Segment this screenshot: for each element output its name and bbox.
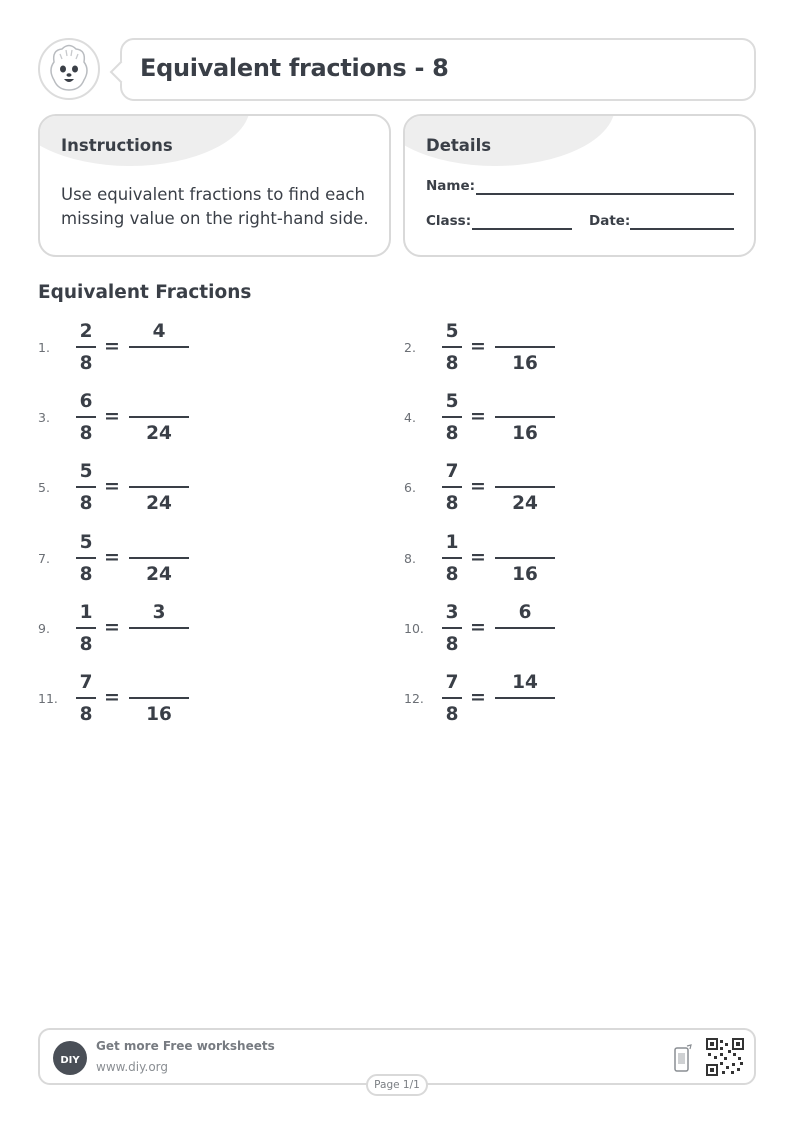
instructions-heading: Instructions bbox=[61, 136, 173, 155]
qr-code-icon[interactable] bbox=[706, 1038, 744, 1076]
given-numerator: 5 bbox=[79, 461, 93, 483]
answer-fraction[interactable] bbox=[129, 390, 189, 446]
page-title: Equivalent fractions - 8 bbox=[140, 54, 449, 82]
answer-fraction[interactable] bbox=[495, 601, 555, 657]
answer-fraction[interactable] bbox=[495, 531, 555, 587]
equals-sign: = bbox=[104, 615, 120, 638]
given-denominator: 8 bbox=[445, 353, 459, 374]
given-fraction bbox=[442, 320, 462, 376]
problem-10 bbox=[404, 601, 624, 663]
answer-numerator[interactable] bbox=[129, 671, 189, 695]
answer-denominator[interactable]: 24 bbox=[512, 493, 538, 515]
problem-number: 3. bbox=[38, 410, 50, 426]
equals-sign: = bbox=[470, 405, 486, 428]
problem-number: 11. bbox=[38, 691, 58, 706]
problem-6 bbox=[404, 460, 624, 522]
equals-sign: = bbox=[104, 686, 120, 708]
fraction-bar bbox=[495, 697, 555, 699]
fraction-bar bbox=[442, 697, 462, 699]
given-numerator: 6 bbox=[79, 391, 93, 413]
problem-11 bbox=[38, 671, 258, 733]
fraction-bar bbox=[442, 416, 462, 418]
answer-fraction[interactable] bbox=[495, 671, 555, 727]
given-numerator: 7 bbox=[445, 461, 459, 483]
fraction-bar bbox=[442, 627, 462, 629]
date-field[interactable] bbox=[630, 228, 734, 230]
equals-sign: = bbox=[470, 475, 486, 498]
given-numerator: 5 bbox=[445, 321, 459, 342]
page-indicator: Page 1/1 bbox=[366, 1074, 428, 1096]
given-denominator: 8 bbox=[445, 704, 459, 725]
given-fraction bbox=[442, 671, 462, 727]
details-panel bbox=[403, 114, 756, 257]
given-numerator: 3 bbox=[445, 601, 459, 623]
answer-numerator[interactable]: 14 bbox=[512, 672, 538, 693]
fraction-bar bbox=[442, 346, 462, 348]
instructions-panel bbox=[38, 114, 391, 257]
fraction-bar bbox=[495, 346, 555, 348]
equals-sign: = bbox=[104, 405, 120, 428]
fraction-bar bbox=[442, 557, 462, 559]
answer-denominator[interactable]: 16 bbox=[512, 563, 538, 585]
date-label: Date: bbox=[589, 213, 631, 229]
title-box bbox=[120, 38, 756, 101]
answer-fraction[interactable] bbox=[129, 601, 189, 657]
fraction-bar bbox=[76, 627, 96, 629]
answer-numerator[interactable] bbox=[129, 460, 189, 484]
equals-sign: = bbox=[104, 335, 120, 357]
footer-title: Get more Free worksheets bbox=[96, 1039, 275, 1053]
given-fraction bbox=[442, 531, 462, 587]
fraction-bar bbox=[76, 346, 96, 348]
answer-denominator[interactable]: 16 bbox=[512, 353, 538, 374]
answer-fraction[interactable] bbox=[495, 390, 555, 446]
given-numerator: 7 bbox=[79, 672, 93, 693]
answer-numerator[interactable] bbox=[495, 390, 555, 414]
problem-12 bbox=[404, 671, 624, 733]
fraction-bar bbox=[76, 416, 96, 418]
equals-sign: = bbox=[104, 545, 120, 568]
answer-denominator[interactable]: 24 bbox=[146, 423, 172, 445]
phone-scan-icon bbox=[674, 1044, 692, 1072]
equals-sign: = bbox=[104, 475, 120, 498]
answer-denominator[interactable]: 16 bbox=[146, 704, 172, 725]
given-fraction bbox=[76, 531, 96, 587]
answer-fraction[interactable] bbox=[495, 320, 555, 376]
section-title: Equivalent Fractions bbox=[38, 282, 252, 303]
given-denominator: 8 bbox=[79, 633, 93, 655]
footer-url[interactable]: www.diy.org bbox=[96, 1060, 168, 1074]
given-denominator: 8 bbox=[445, 563, 459, 585]
fraction-bar bbox=[129, 697, 189, 699]
answer-numerator[interactable] bbox=[495, 531, 555, 555]
problem-number: 5. bbox=[38, 480, 50, 496]
problem-9 bbox=[38, 601, 258, 663]
fraction-bar bbox=[129, 557, 189, 559]
equals-sign: = bbox=[470, 686, 486, 708]
answer-denominator[interactable]: 24 bbox=[146, 563, 172, 585]
problem-number: 2. bbox=[404, 340, 416, 355]
fraction-bar bbox=[76, 697, 96, 699]
given-denominator: 8 bbox=[445, 493, 459, 515]
problem-number: 1. bbox=[38, 340, 50, 355]
fraction-bar bbox=[129, 416, 189, 418]
fraction-bar bbox=[495, 416, 555, 418]
answer-numerator[interactable]: 6 bbox=[518, 601, 532, 623]
name-field[interactable] bbox=[476, 193, 734, 195]
answer-numerator[interactable]: 3 bbox=[152, 601, 166, 623]
answer-numerator[interactable] bbox=[495, 460, 555, 484]
mascot-icon bbox=[38, 38, 100, 100]
answer-fraction[interactable] bbox=[129, 320, 189, 376]
fraction-bar bbox=[442, 486, 462, 488]
problem-number: 10. bbox=[404, 620, 424, 636]
equals-sign: = bbox=[470, 545, 486, 568]
given-denominator: 8 bbox=[445, 423, 459, 445]
given-numerator: 1 bbox=[79, 601, 93, 623]
given-fraction bbox=[442, 390, 462, 446]
fraction-bar bbox=[495, 486, 555, 488]
answer-denominator[interactable] bbox=[129, 633, 189, 657]
given-numerator: 5 bbox=[79, 531, 93, 553]
given-fraction bbox=[76, 671, 96, 727]
problem-4 bbox=[404, 390, 624, 452]
answer-denominator[interactable] bbox=[495, 633, 555, 657]
given-numerator: 1 bbox=[445, 531, 459, 553]
given-denominator: 8 bbox=[79, 563, 93, 585]
problem-7 bbox=[38, 531, 258, 593]
class-field[interactable] bbox=[472, 228, 572, 230]
answer-numerator[interactable]: 4 bbox=[152, 321, 166, 342]
diy-logo[interactable]: DIY bbox=[53, 1041, 87, 1075]
fraction-bar bbox=[76, 557, 96, 559]
answer-denominator[interactable]: 16 bbox=[512, 423, 538, 445]
problem-number: 8. bbox=[404, 550, 416, 566]
equals-sign: = bbox=[470, 615, 486, 638]
given-denominator: 8 bbox=[445, 633, 459, 655]
answer-denominator[interactable] bbox=[129, 352, 189, 376]
answer-denominator[interactable]: 24 bbox=[146, 493, 172, 515]
answer-fraction[interactable] bbox=[129, 531, 189, 587]
details-heading: Details bbox=[426, 136, 492, 155]
fraction-bar bbox=[129, 486, 189, 488]
given-numerator: 5 bbox=[445, 391, 459, 413]
given-fraction bbox=[76, 460, 96, 516]
problem-number: 12. bbox=[404, 691, 424, 706]
given-denominator: 8 bbox=[79, 704, 93, 725]
given-denominator: 8 bbox=[79, 423, 93, 445]
given-numerator: 2 bbox=[79, 321, 93, 342]
given-fraction bbox=[442, 601, 462, 657]
problem-1 bbox=[38, 320, 258, 382]
answer-fraction[interactable] bbox=[129, 460, 189, 516]
given-numerator: 7 bbox=[445, 672, 459, 693]
given-fraction bbox=[76, 601, 96, 657]
problem-5 bbox=[38, 460, 258, 522]
problem-number: 7. bbox=[38, 550, 50, 566]
answer-fraction[interactable] bbox=[495, 460, 555, 516]
fraction-bar bbox=[129, 346, 189, 348]
fraction-bar bbox=[495, 627, 555, 629]
fraction-bar bbox=[495, 557, 555, 559]
given-fraction bbox=[76, 320, 96, 376]
given-fraction bbox=[442, 460, 462, 516]
answer-numerator[interactable] bbox=[495, 320, 555, 344]
given-denominator: 8 bbox=[79, 353, 93, 374]
given-denominator: 8 bbox=[79, 493, 93, 515]
answer-fraction[interactable] bbox=[129, 671, 189, 727]
fraction-bar bbox=[129, 627, 189, 629]
fraction-bar bbox=[76, 486, 96, 488]
problem-2 bbox=[404, 320, 624, 382]
answer-numerator[interactable] bbox=[129, 390, 189, 414]
problem-3 bbox=[38, 390, 258, 452]
name-label: Name: bbox=[426, 178, 476, 194]
class-label: Class: bbox=[426, 213, 472, 229]
problem-number: 6. bbox=[404, 480, 416, 496]
instructions-text: Use equivalent fractions to find each missing value on the right-hand side. bbox=[61, 185, 369, 228]
answer-numerator[interactable] bbox=[129, 531, 189, 555]
problem-number: 9. bbox=[38, 620, 50, 636]
answer-denominator[interactable] bbox=[495, 703, 555, 727]
given-fraction bbox=[76, 390, 96, 446]
problem-number: 4. bbox=[404, 410, 416, 426]
problem-8 bbox=[404, 531, 624, 593]
equals-sign: = bbox=[470, 335, 486, 357]
